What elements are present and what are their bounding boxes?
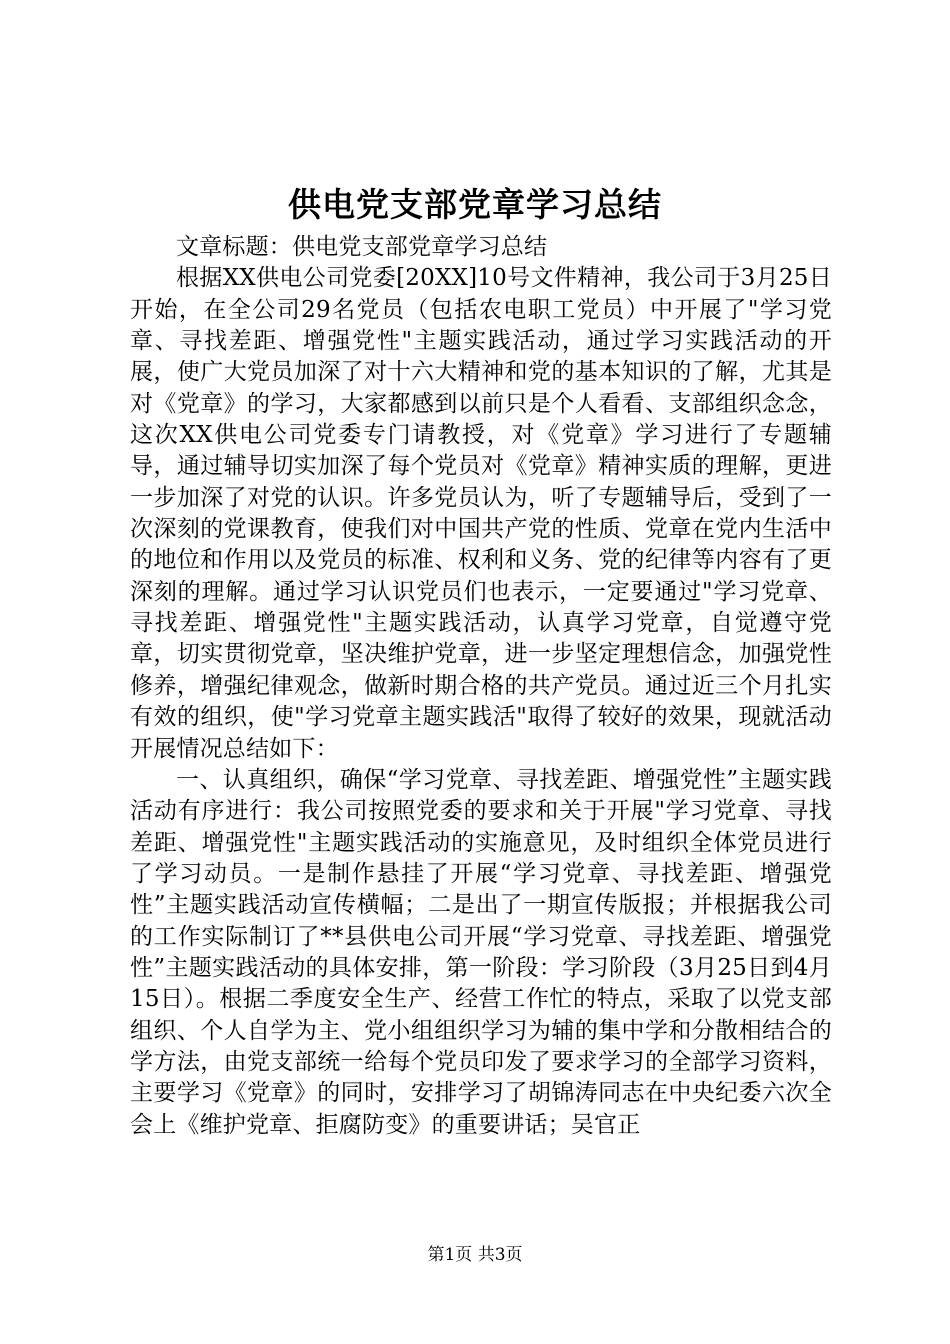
article-title-line: 文章标题：供电党支部党章学习总结 bbox=[176, 234, 548, 260]
section-one-paragraph: 一、认真组织，确保“学习党章、寻找差距、增强党性”主题实践活动有序进行：我公司按照党委的要求和关于开展"学习党章、寻找差距、增强党性"主题实践活动的实施意见，及时组织全体党员进行了学习动员。一是制作悬挂了开展“学习党章、寻找差距、增强党性”主题实践活动宣传横幅；二是出了一期宣传版报；并根据我公司的工作实际制订了**县供电公司开展“学习党章、寻找差距、增强党性”主题实践活动的具体安排，第一阶段：学习阶段（3月25日到4月15日）。根据二季度安全生产、经营工作忙的特点，采取了以党支部组织、个人自学为主、党小组组织学习为辅的集中学和分散相结合的学方法，由党支部统一给每个党员印发了要求学习的全部学习资料，主要学习《党章》的同时，安排学习了胡锦涛同志在中央纪委六次全会上《维护党章、拒腐防变》的重要讲话；吴官正 bbox=[130, 766, 832, 1138]
document-title: 供电党支部党章学习总结 bbox=[288, 185, 662, 224]
page-number-footer: 第1页 共3页 bbox=[427, 1245, 523, 1265]
intro-paragraph: 根据XX供电公司党委[20XX]10号文件精神，我公司于3月25日开始，在全公司29名党员（包括农电职工党员）中开展了"学习党章、寻找差距、增强党性"主题实践活动，通过学习实践活动的开展，使广大党员加深了对十六大精神和党的基本知识的了解，尤其是对《党章》的学习，大家都感到以前只是个人看看、支部组织念念，这次XX供电公司党委专门请教授，对《党章》学习进行了专题辅导，通过辅导切实加深了每个党员对《党章》精神实质的理解，更进一步加深了对党的认识。许多党员认为，听了专题辅导后，受到了一次深刻的党课教育，使我们对中国共产党的性质、党章在党内生活中的地位和作用以及党员的标准、权利和义务、党的纪律等内容有了更深刻的理解。通过学习认识党员们也表示，一定要通过"学习党章、寻找差距、增强党性"主题实践活动，认真学习党章，自觉遵守党章，切实贯彻党章，坚决维护党章，进一步坚定理想信念，加强党性修养，增强纪律观念，做新时期合格的共产党员。通过近三个月扎实有效的组织，使"学习党章主题实践活"取得了较好的效果，现就活动开展情况总结如下： bbox=[130, 265, 832, 762]
document-body bbox=[130, 232, 832, 1141]
